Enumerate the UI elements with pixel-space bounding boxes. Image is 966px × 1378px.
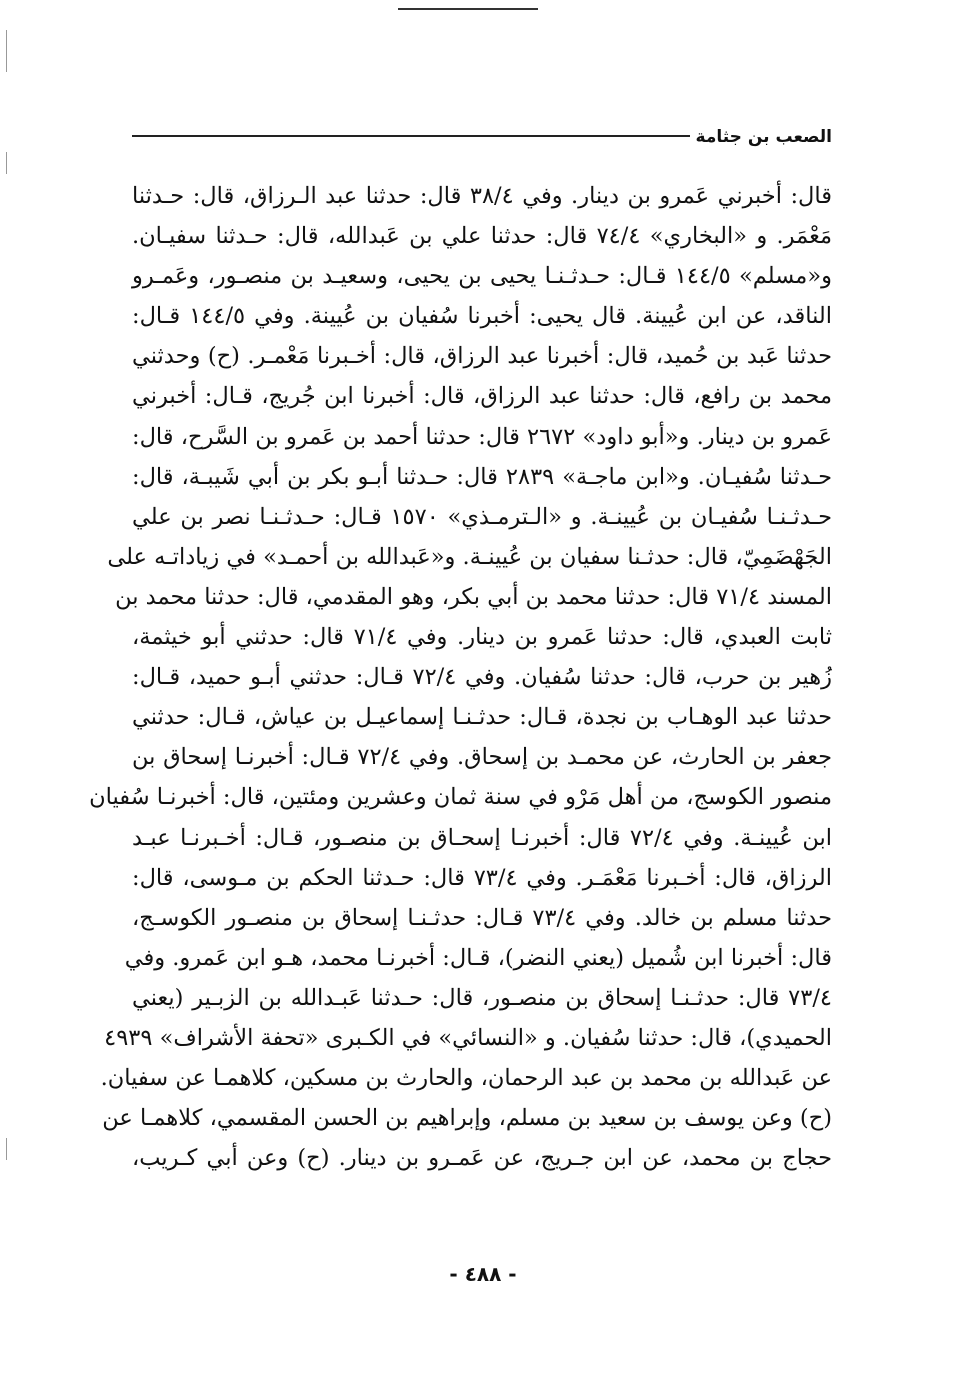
text-line: حدثنا عبد الوهـاب بن نجدة، قـال: حدثـنـا إسماعيـل بن عياش، قـال: حدثني bbox=[132, 704, 832, 731]
running-header-title: الصعب بن جثامة bbox=[695, 127, 832, 147]
text-line: حجاج بن محمد، عن ابن جـريج، عن عَمـرو بن دينار. (ح) وعن أبي كـريب، bbox=[132, 1145, 832, 1172]
text-line: منصور الكوسج، من أهل مَرْو في سنة ثمان وعشرين ومئتين، قال: أخبرنـا سُفيان bbox=[89, 784, 832, 811]
text-line: ثابت العبدي، قال: حدثنا عَمرو بن دينار. وفي ٧١/٤ قال: حدثني أبو خيثمة، bbox=[132, 624, 832, 651]
text-line: (ح) وعن يوسف بن سعيد بن مسلم، وإبراهيم بن الحسن المقسمي، كلاهمـا عن bbox=[102, 1105, 832, 1132]
text-line: الرزاق، قال: أخـبرنا مَعْمَـر. وفي ٧٣/٤ قال: حـدثنا الحكم بن مـوسى، قال: bbox=[132, 864, 832, 891]
body-text bbox=[89, 176, 833, 1178]
text-line: عن عَبدالله بن محمد بن عبد الرحمان، والحارث بن مسكين، كلاهمـا عن سفيان. bbox=[100, 1065, 832, 1092]
text-line: حدثنا عَبد بن حُميد، قال: أخبرنا عبد الرزاق، قال: أخـبرنا مَعْمـر. (ح) وحدثني bbox=[132, 343, 832, 370]
text-line: حـدثـنـا سُفيـان بن عُيينـة. و «الـترمـذي» ١٥٧٠ قـال: حـدثـنـا نصر بن علي bbox=[132, 503, 832, 530]
top-decorative-rule bbox=[398, 8, 538, 10]
text-line: قال: أخبرني عَمرو بن دينار. وفي ٣٨/٤ قال: حدثنا عبد الـرزاق، قال: حـدثنا bbox=[132, 183, 832, 209]
page-number: - ٤٨٨ - bbox=[449, 1262, 517, 1286]
text-line: محمد بن رافع، قال: حدثنا عبد الرزاق، قال: أخبرنا ابن جُريج، قـال: أخبرني bbox=[132, 383, 832, 410]
text-line: حدثنا مسلم بن خالد. وفي ٧٣/٤ قـال: حدثـنـا إسحاق بن منصـور الكوسـج، bbox=[132, 904, 832, 931]
text-line: المسند ٧١/٤ قال: حدثنا محمد بن أبي بكر، وهو المقدمي، قال: حدثنا محمد بن bbox=[115, 583, 832, 610]
header-rule bbox=[132, 135, 690, 137]
scan-edge-mark bbox=[6, 30, 7, 72]
text-line: حـدثنا سُفيـان. و«ابن ماجـة» ٢٨٣٩ قال: حـدثنا أبـو بكر بن أبي شَيبـة، قال: bbox=[132, 463, 833, 490]
scan-edge-mark bbox=[6, 152, 7, 174]
text-line: ٧٣/٤ قال: حدثـنـا إسحاق بن منصـور، قال: حـدثنا عَبـدالله بن الزبـير (يعني bbox=[132, 984, 832, 1011]
text-line: ابن عُيينـة. وفي ٧٢/٤ قال: أخبرنـا إسحـاق بن منصـور، قـال: أخـبرنـا عبـد bbox=[132, 824, 832, 851]
text-line: مَعْمَر. و «البخاري» ٧٤/٤ قال: حدثنا علي بن عَبدالله، قال: حـدثنا سفيـان. bbox=[132, 223, 832, 250]
text-line: عَمرو بن دينار. و«أبو داود» ٢٦٧٢ قال: حدثنا أحمد بن عَمرو بن السَّرح، قال: bbox=[132, 423, 833, 450]
text-line: الجَهْضَمِيّ، قال: حدثـنا سفيان بن عُيينـة. و«عَبدالله بن أحمـد» في زياداتـه على bbox=[107, 543, 832, 570]
text-line: الحميدي)، قال: حدثنا سُفيان. و «النسائي» في الكـبرى «تحفة الأشراف» ٤٩٣٩ bbox=[104, 1024, 832, 1051]
text-line: الناقد، عن ابن عُيينة. قال يحيى: أخبرنا سُفيان بن عُيينة. وفي ١٤٤/٥ قـال: bbox=[132, 303, 832, 330]
text-line: زُهير بن حرب، قال: حدثنا سُفيان. وفي ٧٢/٤ قـال: حدثني أبـو حميد، قـال: bbox=[132, 664, 832, 691]
text-line: و«مسلم» ١٤٤/٥ قـال: حـدثـنـا يحيى بن يحيى، وسعيـد بن منصـور، وعَمـرو bbox=[132, 263, 832, 290]
scan-edge-mark bbox=[6, 1138, 7, 1160]
text-line: جعفر بن الحارث، عن محمـد بن إسحاق. وفي ٧٢/٤ قـال: أخبرنـا إسحاق بن bbox=[132, 744, 832, 771]
text-line: قال: أخبرنا ابن شُميل (يعني النضر)، قـال: أخبرنـا محمد، هـو ابن عَمرو. وفي bbox=[124, 944, 832, 971]
running-header bbox=[132, 112, 832, 146]
